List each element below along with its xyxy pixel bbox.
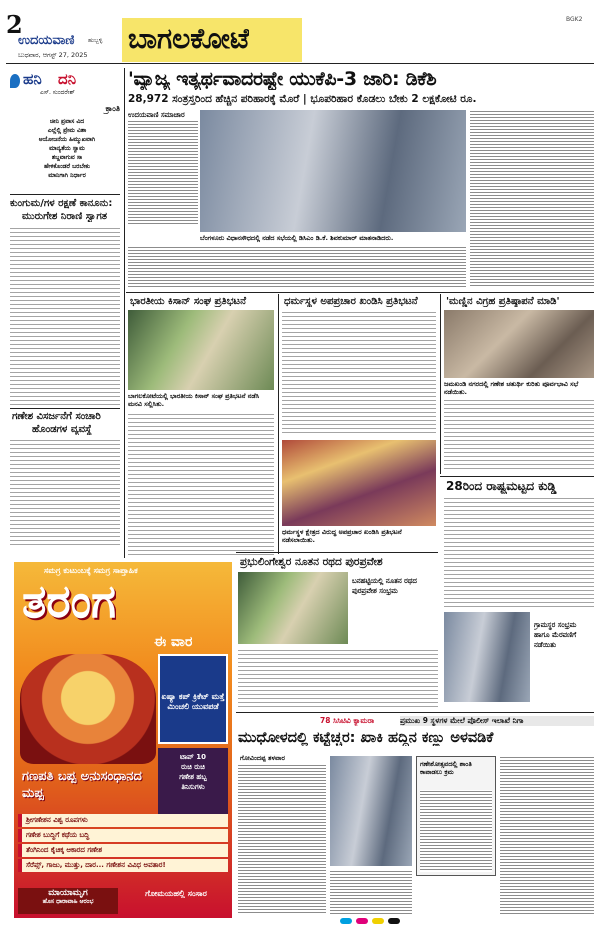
poem-line: ಮಾನಿಗಾಗಿ ನಿರ್ಧಾರ [48, 172, 86, 179]
story-a-body [128, 412, 274, 558]
main-subhead: 28,972 ಸಂತ್ರಸ್ತರಿಂದ ಹೆಚ್ಚಿನ ಪರಿಹಾರಕ್ಕೆ ಮೊರೆ | ಭೂಪರಿಹಾರ ಕೊಡಲು ಬೇಕು 2 ಲಕ್ಷಕೋಟಿ ರೂ. [128, 93, 477, 105]
masthead: ಉದಯವಾಣಿ [18, 33, 75, 48]
story2-headline: ಗಣೇಶ ವಿಸರ್ಜನೆಗೆ ಸಂಚಾರಿ [12, 411, 101, 422]
poem-line: ಆಯೋಜನೆಯ ಹಿಮ್ಮುಖವಾಗಿ [38, 136, 96, 143]
ad-bullet: ಗಣೇಶ ಬುದ್ಧಿಗೆ ಕಥೆಯ ಬದ್ಧಿ [18, 829, 228, 842]
main-body-bottom [128, 246, 466, 288]
story2-subhead: ಹೊಂಡಗಳ ವ್ಯವಸ್ಥೆ [32, 424, 92, 435]
story1-headline: ಕುಂಗುಮ/ಗಳ ರಕ್ಷಣೆ ಕಾನೂನು: [10, 198, 113, 209]
ad-footer-left [18, 888, 118, 914]
bottom-tagline-right: ಪ್ರಮುಖ 9 ಸ್ಥಳಗಳ ಮೇಲೆ ಪೊಲೀಸ್ ಇಲಾಖೆ ನಿಗಾ [400, 716, 594, 726]
vertical-rule [124, 68, 125, 558]
bottom-body-2 [330, 870, 412, 914]
divider [236, 712, 594, 713]
ad-side-box2-line: ಟಾಪ್ 10 [180, 753, 206, 761]
masthead-city: ಹುಬ್ಬಳ್ಳಿ [88, 37, 103, 44]
main-headline: 'ವ್ಯಾಜ್ಯ ಇತ್ಯರ್ಥವಾದರಷ್ಟೇ ಯುಕೆಪಿ-3 ಜಾರಿ: ಡಿಕೆಶಿ [128, 68, 437, 90]
page-code: BGK2 [566, 16, 583, 23]
main-body-right [470, 110, 594, 288]
story-c-body [444, 398, 594, 472]
poem-box [14, 104, 120, 188]
story-a-headline: ಭಾರತೀಯ ಕಿಸಾನ್ ಸಂಘ ಪ್ರತಿಭಟನೆ [130, 296, 247, 307]
ad-feature-title: ಗಣಪತಿ ಬಪ್ಪ ಅನುಸಂಧಾನದ ಮಪ್ಪ [22, 769, 142, 801]
ad-side-box2-line: ರುಚಿ ರುಚಿ [181, 763, 205, 771]
divider [236, 552, 438, 553]
bottom-tagline-left: 78 ಸಿಸಿಟಿವಿ ಕ್ಯಾಮರಾ [320, 716, 375, 725]
main-byline: ಉದಯವಾಣಿ ಸಮಾಚಾರ [128, 111, 185, 119]
column-brand: ಹನಿ [23, 70, 42, 88]
divider [10, 408, 120, 409]
poem-line: ಎಲ್ಲೆಲ್ಲಿ ಪ್ರೇಮ ವಿಶಾ [47, 127, 87, 134]
ad-footer-left-sub: ಹೊಸ ಧಾರಾವಾಹಿ ಆರಂಭ [42, 898, 94, 905]
story-b-photo [282, 440, 436, 526]
divider [10, 194, 120, 195]
ad-subtitle: ಈ ವಾರ [154, 634, 193, 650]
ad-title: ತರಂಗ [22, 574, 116, 628]
ad-side-box2 [160, 752, 226, 792]
advertisement [14, 562, 232, 918]
ad-bullet: ಶ್ರೀಗಣೇಶನ ವಿಶ್ವ ರೂಪಗಳು [18, 814, 228, 827]
poem-line: ಚೀನಿ ಪ್ರವಾಸ ವಿದ [49, 118, 85, 125]
ad-top-line: ಸಮಗ್ರ ಕುಟುಂಬಕ್ಕೆ ಸಮಗ್ರ ಸಾಪ್ತಾಹಿಕ [44, 566, 138, 575]
story-d-photo [444, 612, 530, 702]
bottom-byline: ಗೋವಿಂದಪ್ಪ ತಳವಾರ [240, 754, 285, 762]
story-e-body [238, 648, 438, 708]
ad-bullet: ಸೆರೆಪ್ಸ್, ಗಾಜು, ಮುತ್ತು, ದಾರ... ಗಣೇಶನ ವಿವಿಧ ಅವತಾರ! [18, 859, 228, 872]
bottom-box-title: ಗಣೇಶೋತ್ಸವದಲ್ಲಿ ಶಾಂತಿ ಕಾಪಾಡಲು ಕ್ರಮ [420, 760, 472, 776]
registration-marks [340, 918, 352, 924]
divider [440, 476, 594, 477]
ad-bullet: ತೆಂಗಿನಿಂದ ಕೈಚಿಕ್ಕ ಆಕಾರದ ಗಣೇಶ [18, 844, 228, 857]
drop-icon [10, 74, 20, 88]
story-c-headline: 'ಮಣ್ಣಿನ ವಿಗ್ರಹ ಪ್ರತಿಷ್ಠಾಪನೆ ಮಾಡಿ' [446, 296, 560, 307]
poem-title: ಕ್ರಾಂತಿ [105, 104, 120, 113]
bottom-body-1 [238, 764, 326, 914]
poem-line: ಶಬ್ದವಾಗುವ ಸಾ [51, 154, 83, 161]
main-body-left [128, 120, 198, 226]
story-e-callout: ಬನಹಟ್ಟಿಯಲ್ಲಿ ನೂತನ ರಥದ ಪುರಪ್ರವೇಶ ಸಂಭ್ರಮ [352, 577, 417, 595]
bottom-body-3 [500, 756, 594, 914]
poem-line: ಮಾನ್ಯತೆಯ ಸ್ವಾಮ [49, 145, 85, 152]
story-d-body [444, 496, 594, 608]
poem-line: ಹೇಳಿಕೊಂಡರೆ ಬರಬೇಕು [43, 163, 91, 170]
ad-footer-left-title: ಮಾಯಾಮೃಗ [48, 888, 88, 898]
ad-footer-right: ಗೋಮಯಹಲ್ಲಿ ಸಂಸಾರ [145, 890, 207, 898]
story-d-headline: 28ರಿಂದ ರಾಷ್ಟ್ರಮಟ್ಟದ ಕುಡ್ಡಿ [446, 479, 557, 493]
bottom-headline: ಮುಧೋಳದಲ್ಲಿ ಕಟ್ಟೆಚ್ಚರ: ಖಾಕಿ ಹದ್ದಿನ ಕಣ್ಣು ಅಳವಡಿಕೆ [238, 730, 494, 746]
story-b-headline: ಧರ್ಮಸ್ಥಳ ಅಪಪ್ರಚಾರ ಖಂಡಿಸಿ ಪ್ರತಿಭಟನೆ [284, 296, 418, 307]
divider [126, 292, 594, 293]
header-rule [6, 63, 594, 64]
column-logo-box [10, 70, 118, 100]
story1-body [10, 226, 120, 406]
story-c-caption: ಜಮಖಂಡಿ ನಗರದಲ್ಲಿ ಗಣೇಶ ಚತುರ್ಥಿ ಕುರಿತು ಪೂರ್ವಭಾವಿ ಸಭೆ ನಡೆಯಿತು. [444, 380, 579, 396]
ad-side-box: ಏಷ್ಯಾ ಕಪ್ ಕ್ರಿಕೆಟ್ ಮತ್ತೆ ಮಿಂಚಲಿ ಯುವಪಡೆ [161, 692, 225, 711]
page-number: 2 [6, 10, 23, 39]
vertical-rule [440, 294, 441, 474]
story1-subhead: ಮುರುಗೇಶ ನಿರಾಣಿ ಸ್ವಾಗತ [22, 211, 108, 222]
story-b-caption: ಧರ್ಮಸ್ಥಳ ಕ್ಷೇತ್ರದ ವಿರುದ್ಧ ಅಪಪ್ರಚಾರ ಖಂಡಿಸಿ ಪ್ರತಿಭಟನೆ ನಡೆಸಲಾಯಿತು. [282, 528, 402, 544]
ad-side-box2-line: ತಿನಿಸುಗಳು [181, 783, 205, 791]
bottom-photo [330, 756, 412, 866]
column-byline: ಎಸ್. ಸುಂದರೇಶ್ [40, 89, 75, 96]
story-b-body [282, 310, 436, 436]
column-brand-suffix: ದನಿ [58, 70, 77, 88]
story-e-photo [238, 572, 348, 644]
story-d-callout: ಗ್ರಾಮಸ್ಥರ ಸಂಭ್ರಮ ಹಾಗೂ ಮೆರವಣಿಗೆ ನಡೆಯಿತು [534, 621, 577, 649]
registration-marks [372, 918, 384, 924]
story-a-caption: ಬಾಗಲಕೋಟೆಯಲ್ಲಿ ಭಾರತೀಯ ಕಿಸಾನ್ ಸಂಘ ಪ್ರತಿಭಟನೆ ನಡೆಸಿ ಮನವಿ ಸಲ್ಲಿಸಿತು. [128, 392, 260, 408]
ganesha-image [20, 654, 156, 764]
main-photo-caption: ಬೆಂಗಳೂರು ವಿಧಾನಸೌಧದಲ್ಲಿ ನಡೆದ ಸಭೆಯಲ್ಲಿ ಡಿಸಿಎಂ ಡಿ.ಕೆ. ಶಿವಕುಮಾರ್ ಮಾತನಾಡಿದರು. [200, 234, 394, 242]
bottom-box-body [420, 790, 492, 872]
ad-bullets [18, 812, 228, 874]
registration-marks [388, 918, 400, 924]
dateline: ಬುಧವಾರ, ಆಗಸ್ಟ್ 27, 2025 [18, 51, 88, 59]
registration-marks [356, 918, 368, 924]
story-e-headline: ಪ್ರಭುಲಿಂಗೇಶ್ವರ ನೂತನ ರಥದ ಪುರಪ್ರವೇಶ [240, 556, 383, 568]
vertical-rule [278, 294, 279, 554]
poem-lines [14, 117, 120, 180]
story-c-photo [444, 310, 594, 378]
section-title: ಬಾಗಲಕೋಟೆ [128, 22, 250, 55]
story-a-photo [128, 310, 274, 390]
main-photo [200, 110, 466, 232]
story2-body [10, 438, 120, 548]
ad-side-box2-line: ಗಣೇಶ ಹಬ್ಬ [179, 773, 207, 781]
